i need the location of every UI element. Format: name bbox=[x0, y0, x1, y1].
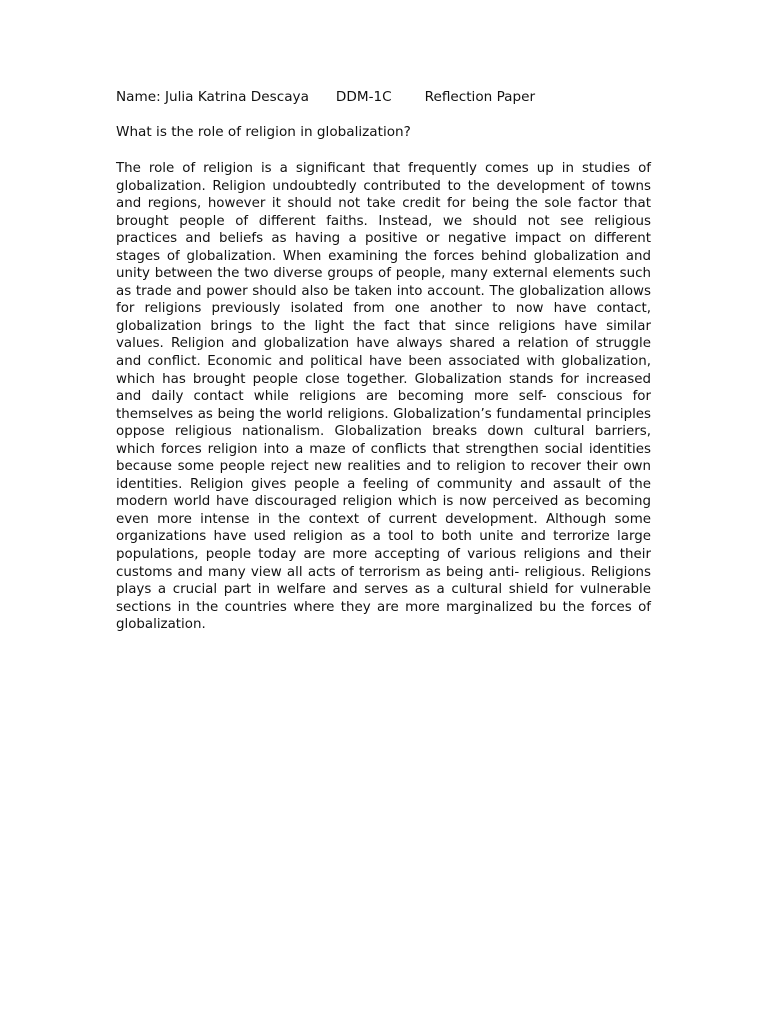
class-section: DDM-1C bbox=[335, 89, 392, 105]
document-type: Reflection Paper bbox=[424, 89, 536, 105]
author-name: Name: Julia Katrina Descaya bbox=[116, 89, 309, 105]
document-header bbox=[116, 88, 651, 106]
essay-body: The role of religion is a significant that frequently comes up in studies of globalization. Religion undoubtedly contributed to the development of towns and regions, however it should not take credit for being the sole factor that brought people of different faiths. Instead, we should not see religious practices and beliefs as having a positive or negative impact on different stages of globalization. When examining the forces behind globalization and unity between the two diverse groups of people, many external elements such as trade and power should also be taken into account. The globalization allows for religions previously isolated from one another to now have contact, globalization brings to the light the fact that since religions have similar values. Religion and globalization have always shared a relation of struggle and conflict. Economic and political have been associated with globalization, which has brought people close together. Globalization stands for increased and daily contact while religions are becoming more self- conscious for themselves as being the world religions. Globalization’s fundamental principles oppose religious nationalism. Globalization breaks down cultural barriers, which forces religion into a maze of conflicts that strengthen social identities because some people reject new realities and to religion to recover their own identities. Religion gives people a feeling of community and assault of the modern world have discouraged religion which is now perceived as becoming even more intense in the context of current development. Although some organizations have used religion as a tool to both unite and terrorize large populations, people today are more accepting of various religions and their customs and many view all acts of terrorism as being anti- religious. Religions plays a crucial part in welfare and serves as a cultural shield for vulnerable sections in the countries where they are more marginalized bu the forces of globalization. bbox=[116, 161, 651, 633]
document-page bbox=[116, 88, 651, 634]
essay-question: What is the role of religion in globalization? bbox=[116, 124, 411, 140]
